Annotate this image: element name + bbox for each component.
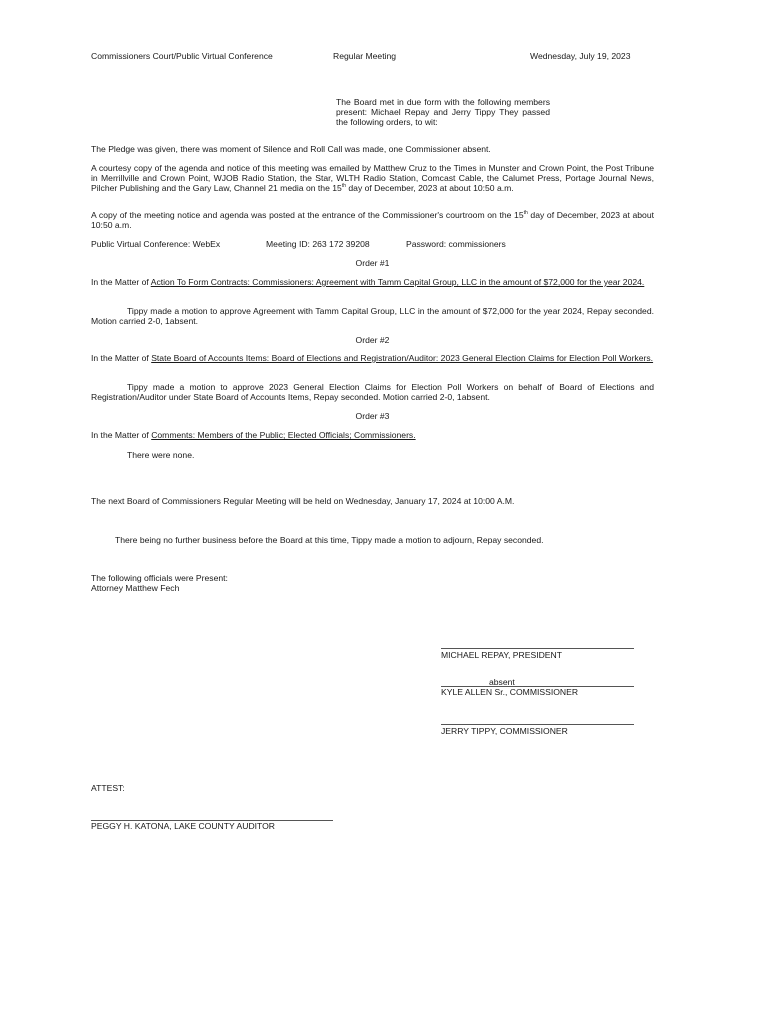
order-3-body: There were none.	[127, 450, 195, 460]
pledge-paragraph: The Pledge was given, there was moment of Silence and Roll Call was made, one Commissioner absent.	[91, 144, 491, 154]
posted-paragraph: A copy of the meeting notice and agenda was posted at the entrance of the Commissioner's courtroom on the 15th day of December, 2023 at about 10:50 a.m.	[91, 210, 655, 231]
attest-name: PEGGY H. KATONA, LAKE COUNTY AUDITOR	[91, 821, 276, 831]
header-date: Wednesday, July 19, 2023	[530, 51, 631, 61]
order-1-body: Tippy made a motion to approve Agreement with Tamm Capital Group, LLC in the amount of $72,000 for the year 2024, Repay seconded. Motion carried 2-0, 1absent.	[91, 306, 654, 327]
next-meeting-paragraph: The next Board of Commissioners Regular Meeting will be held on Wednesday, January 17, 2024 at 10:00 A.M.	[91, 496, 515, 506]
signature-line-commissioner-tippy	[441, 724, 634, 725]
adjourn-paragraph: There being no further business before the Board at this time, Tippy made a motion to adjourn, Repay seconded.	[115, 535, 544, 545]
order-2-body: Tippy made a motion to approve 2023 General Election Claims for Election Poll Workers on behalf of Board of Elections and Registration/Auditor under State Board of Accounts Items, Repay seconded. Motion carried 2-0, 1absent.	[91, 382, 654, 403]
intro-text: The Board met in due form with the following members present: Michael Repay and Jerry Tippy They passed the following orders, to wit:	[336, 97, 550, 128]
order-1-label: Order #1	[355, 258, 390, 268]
officials-heading: The following officials were Present:	[91, 573, 228, 583]
signature-note-absent: absent	[489, 677, 515, 687]
conference-password: Password: commissioners	[406, 239, 506, 249]
order-1-matter: In the Matter of Action To Form Contracts: Commissioners: Agreement with Tamm Capital Group, LLC in the amount of $72,000 for the year 2024.	[91, 277, 645, 287]
courtesy-paragraph: A courtesy copy of the agenda and notice of this meeting was emailed by Matthew Cruz to the Times in Munster and Crown Point, the Post Tribune in Merrillville and Crown Point, WJOB Radio Station, the Star, WLTH Radio Station, Comcast Cable, the Calumet Press, Portage Journal News, Pilcher Publishing and the Gary Law, Channel 21 media on the 15th day of December, 2023 at about 10:50 a.m.	[91, 163, 654, 194]
officials-attorney: Attorney Matthew Fech	[91, 583, 180, 593]
signature-line-president	[441, 648, 634, 649]
order-2-matter: In the Matter of State Board of Accounts Items: Board of Elections and Registration/Auditor: 2023 General Election Claims for Election Poll Workers.	[91, 353, 654, 363]
signature-name-president: MICHAEL REPAY, PRESIDENT	[441, 650, 562, 660]
attest-label: ATTEST:	[91, 783, 125, 793]
signature-name-commissioner-allen: KYLE ALLEN Sr., COMMISSIONER	[441, 687, 579, 697]
order-3-matter: In the Matter of Comments: Members of the Public; Elected Officials; Commissioners.	[91, 430, 416, 440]
conference-meeting-id: Meeting ID: 263 172 39208	[266, 239, 370, 249]
order-3-label: Order #3	[355, 411, 390, 421]
conference-platform: Public Virtual Conference: WebEx	[91, 239, 221, 249]
order-2-label: Order #2	[355, 335, 390, 345]
header-court: Commissioners Court/Public Virtual Conference	[91, 51, 273, 61]
header-meeting-type: Regular Meeting	[333, 51, 397, 61]
signature-name-commissioner-tippy: JERRY TIPPY, COMMISSIONER	[441, 726, 568, 736]
